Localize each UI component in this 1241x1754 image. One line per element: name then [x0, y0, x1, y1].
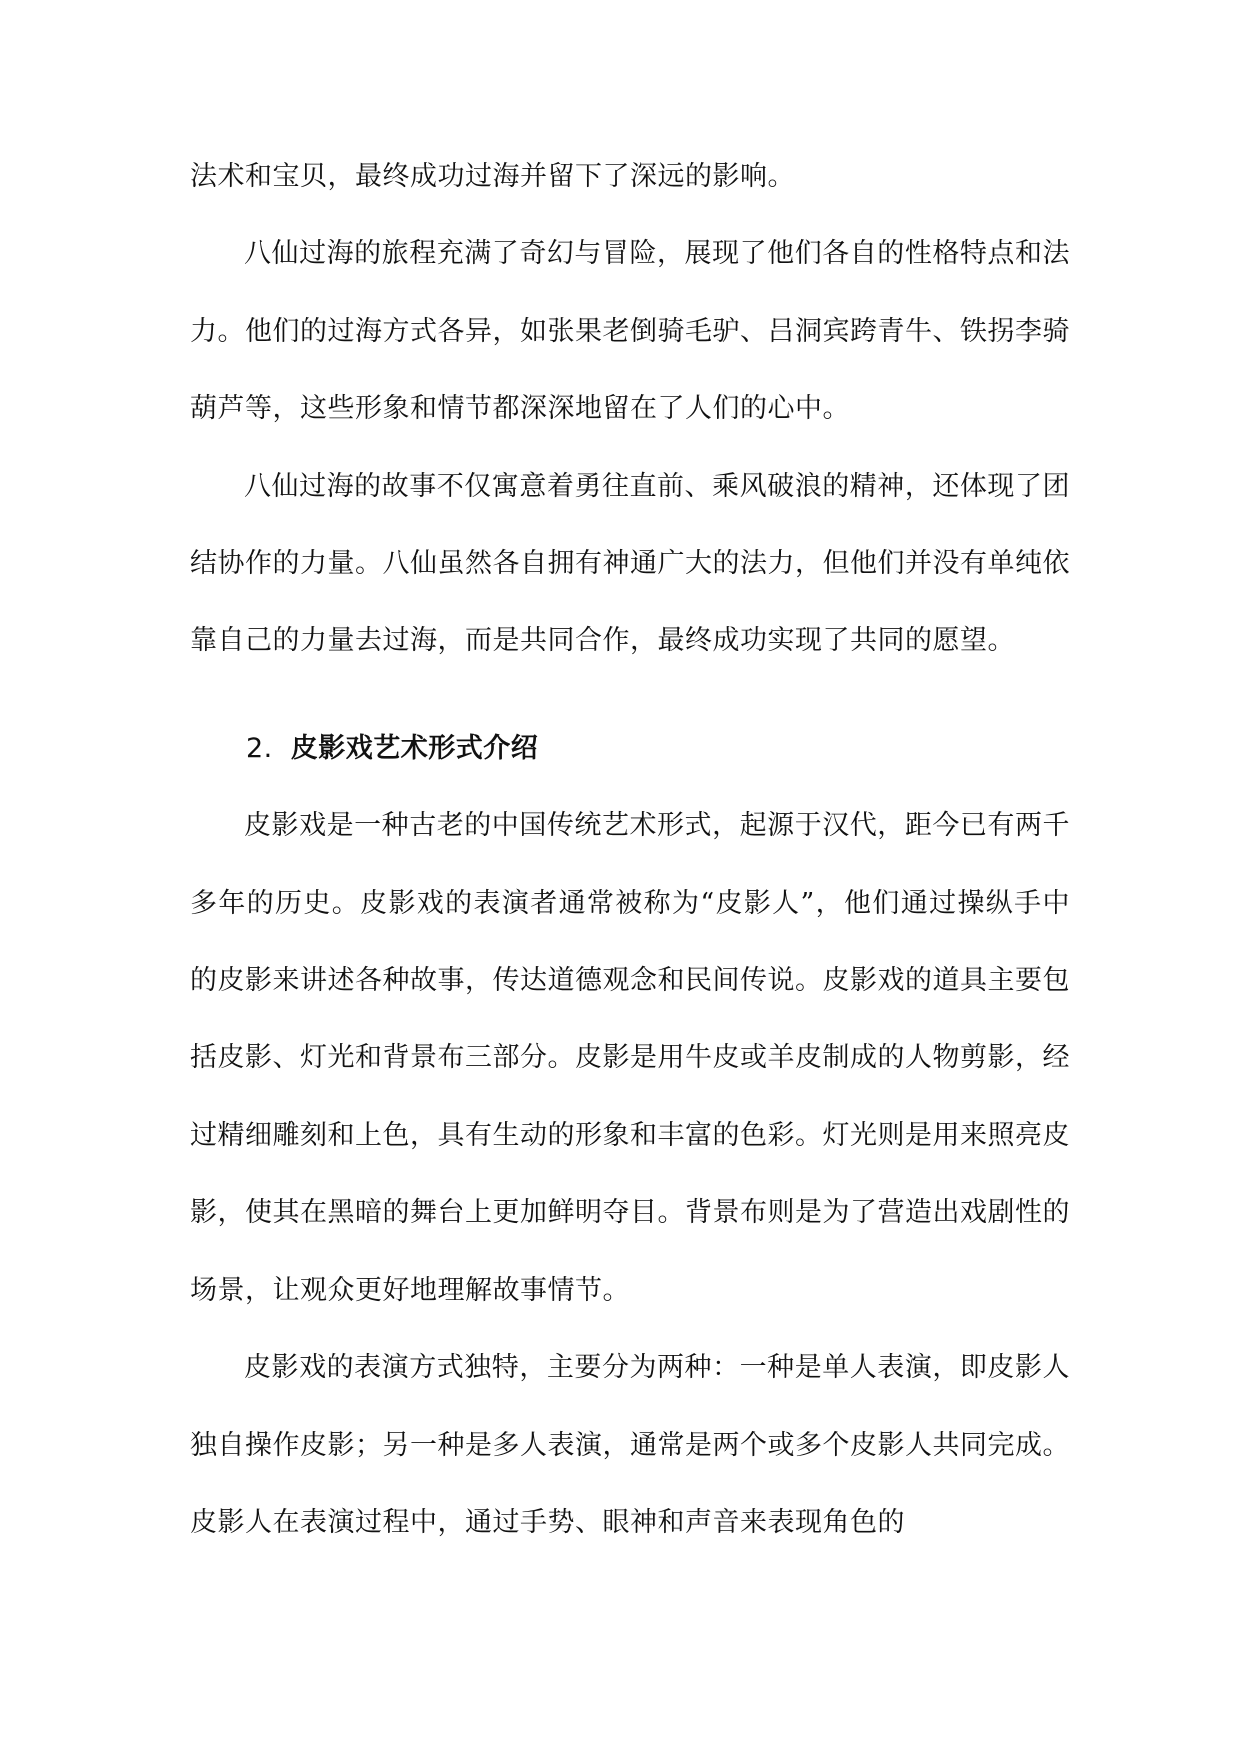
- paragraph-shadow-play-performance: 皮影戏的表演方式独特，主要分为两种：一种是单人表演，即皮影人独自操作皮影；另一种是多人表演，通常是两个或多个皮影人共同完成。皮影人在表演过程中，通过手势、眼神和声音来表现角色的: [190, 1352, 1070, 1538]
- paragraph-continued: 法术和宝贝，最终成功过海并留下了深远的影响。: [190, 161, 795, 192]
- paragraph-eight-immortals-journey: 八仙过海的旅程充满了奇幻与冒险，展现了他们各自的性格特点和法力。他们的过海方式各异，如张果老倒骑毛驴、吕洞宾跨青牛、铁拐李骑葫芦等，这些形象和情节都深深地留在了人们的心中。: [190, 238, 1070, 425]
- section-title: 皮影戏艺术形式介绍: [290, 732, 539, 764]
- section-number: 2.: [246, 732, 273, 764]
- section-heading: [190, 710, 1070, 787]
- document-body: [190, 138, 1070, 1561]
- paragraph-shadow-play-intro: 皮影戏是一种古老的中国传统艺术形式，起源于汉代，距今已有两千多年的历史。皮影戏的表演者通常被称为“皮影人”，他们通过操纵手中的皮影来讲述各种故事，传达道德观念和民间传说。皮影戏的道具主要包括皮影、灯光和背景布三部分。皮影是用牛皮或羊皮制成的人物剪影，经过精细雕刻和上色，具有生动的形象和丰富的色彩。灯光则是用来照亮皮影，使其在黑暗的舞台上更加鲜明夺目。背景布则是为了营造出戏剧性的场景，让观众更好地理解故事情节。: [190, 810, 1070, 1306]
- paragraph-eight-immortals-meaning: 八仙过海的故事不仅寓意着勇往直前、乘风破浪的精神，还体现了团结协作的力量。八仙虽然各自拥有神通广大的法力，但他们并没有单纯依靠自己的力量去过海，而是共同合作，最终成功实现了共同的愿望。: [190, 470, 1070, 657]
